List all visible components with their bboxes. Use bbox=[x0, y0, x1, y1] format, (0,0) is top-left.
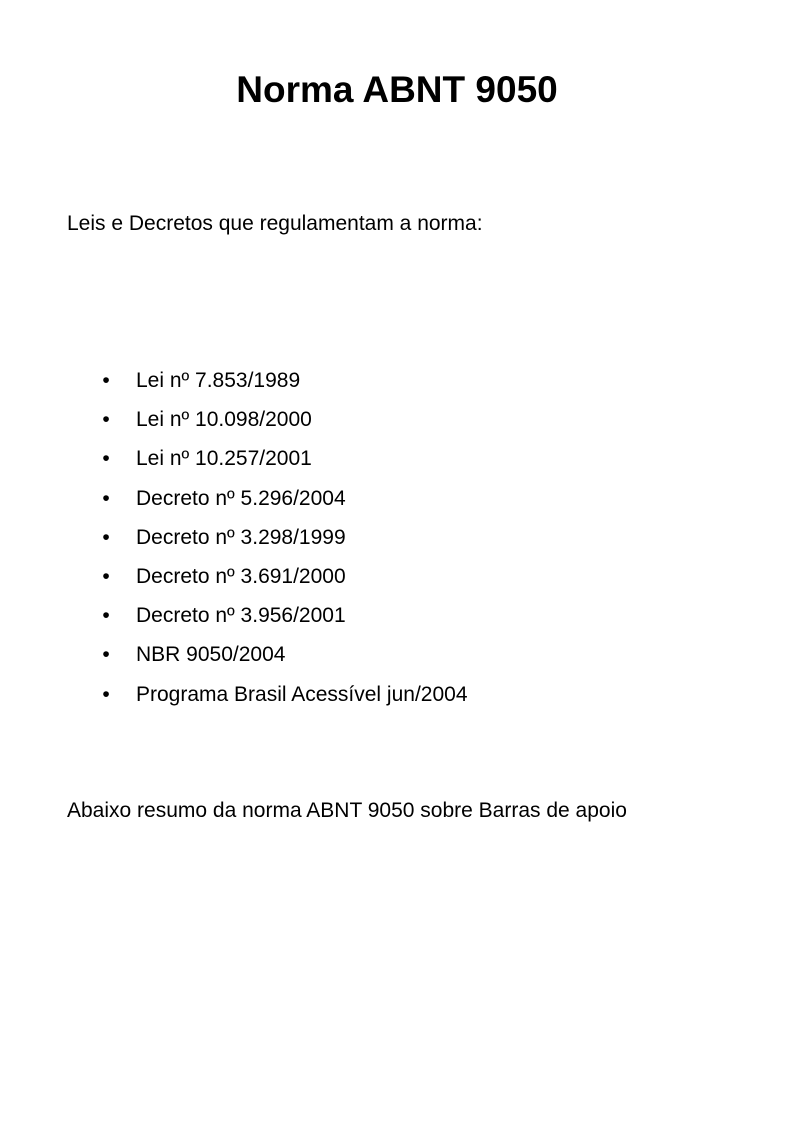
law-label: Lei nº 7.853/1989 bbox=[136, 369, 301, 392]
decree-label: Decreto nº 5.296/2004 bbox=[136, 486, 346, 510]
decree-label: Decreto nº 3.691/2000 bbox=[136, 564, 346, 588]
law-label: Lei nº 10.098/2000 bbox=[136, 408, 312, 432]
bullet-icon: • bbox=[102, 447, 110, 471]
program-label: Programa Brasil Acessível jun/2004 bbox=[136, 682, 468, 706]
standard-label: NBR 9050/2004 bbox=[136, 643, 286, 667]
law-label: Lei nº 10.257/2001 bbox=[136, 447, 312, 471]
bullet-icon: • bbox=[102, 604, 110, 628]
bullet-icon: • bbox=[102, 643, 110, 667]
decree-label: Decreto nº 3.298/1999 bbox=[136, 525, 346, 549]
bullet-icon: • bbox=[102, 369, 110, 392]
bullet-icon: • bbox=[102, 408, 110, 432]
bullet-icon: • bbox=[102, 525, 110, 549]
bullet-icon: • bbox=[102, 564, 110, 588]
summary-paragraph: Abaixo resumo da norma ABNT 9050 sobre Barras de apoio bbox=[67, 799, 627, 822]
page-title: Norma ABNT 9050 bbox=[236, 69, 558, 110]
intro-paragraph: Leis e Decretos que regulamentam a norma: bbox=[67, 212, 483, 235]
decree-label: Decreto nº 3.956/2001 bbox=[136, 604, 346, 628]
bullet-icon: • bbox=[102, 486, 110, 510]
bullet-icon: • bbox=[102, 682, 110, 706]
